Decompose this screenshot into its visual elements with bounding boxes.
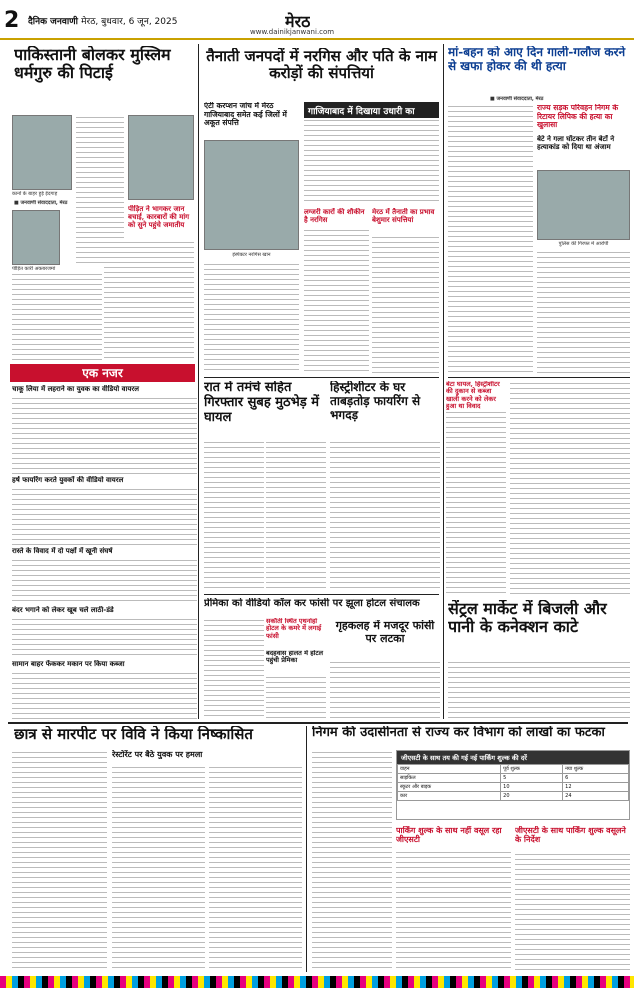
right-body-2 — [537, 250, 630, 374]
bottom-divider — [8, 722, 628, 724]
left-photo-1 — [12, 115, 72, 190]
center-subhead-4a: सकौती स्थित एथनोहो होटल के कमरे में लगाई फांसी — [266, 618, 322, 640]
column-rule-right — [443, 44, 444, 719]
center-photo — [204, 140, 299, 250]
left-photo-2 — [12, 210, 60, 265]
left-photo1-caption: कानों के बाहर हुई ईदगाह — [12, 191, 58, 197]
right-side-head: राज्य सड़क परिवहन निगम के रिटायर लिपिक की हत्या का खुलासा — [537, 104, 619, 130]
website-url: www.dainikjanwani.com — [250, 28, 335, 36]
ek-nazar-header: एक नजर — [10, 364, 195, 382]
table-cell: साइकिल — [398, 774, 501, 783]
right-body-3 — [446, 410, 506, 595]
brief-4-head: बंदर भगाने को लेकर खूब चले लाठी-डंडे — [12, 606, 114, 614]
center-body-5 — [204, 440, 264, 590]
brief-1-body — [12, 396, 197, 474]
center-subhead-4b: बदहवास हालत में होटल पहुंची प्रेमिका — [266, 650, 324, 665]
right-body-5 — [448, 660, 630, 718]
bottom-right-body-2 — [396, 850, 511, 972]
right-divider — [448, 377, 630, 378]
table-cell: पूर्व शुल्क — [501, 765, 563, 774]
brief-2-head: हर्ष फायरिंग करते युवकों की वीडियो वायरल — [12, 476, 124, 484]
center-body-4 — [372, 235, 439, 373]
center-divider-2 — [204, 594, 439, 595]
brief-5-body — [12, 671, 197, 721]
table-cell: नया शुल्क — [563, 765, 629, 774]
right-side-head-2: बेटे ने गला घोंटकर तीन बेटों ने हत्याकांड को दिया था अंजाम — [537, 135, 615, 152]
left-body-3 — [104, 240, 194, 360]
column-rule-left — [198, 44, 199, 719]
center-headline-6: सेंट्रल मार्केट में बिजली और पानी के कनेक्शन काटे — [448, 600, 607, 637]
left-byline: ■ जनवाणी संवाददाता, मेरठ — [14, 200, 68, 206]
table-row — [398, 783, 629, 792]
bottom-right-subhead-1: पार्किंग शुल्क के साथ नहीं वसूल रहा जीएसटी — [396, 826, 502, 845]
center-headline-2: रात में तमंचे सहित गिरफ्तार सुबह मुठभेड़ में घायल — [204, 381, 319, 425]
print-color-bar — [0, 976, 634, 988]
brief-2-body — [12, 487, 197, 545]
bottom-col-rule — [306, 726, 307, 972]
city-title: मेरठ — [285, 12, 311, 31]
bottom-left-subhead: रेस्टोरेंट पर बैठे युवक पर हमला — [112, 750, 203, 759]
table-cell: 6 — [563, 774, 629, 783]
center-body-6 — [266, 440, 326, 590]
right-headline: मां-बहन को आए दिन गाली-गलौज करने से खफा होकर की थी हत्या — [448, 46, 626, 73]
bottom-left-body-2 — [112, 765, 205, 972]
bottom-left-body-3 — [209, 765, 302, 972]
parking-rate-table — [396, 750, 630, 820]
table-cell: 10 — [501, 783, 563, 792]
table-cell: स्कूटर और बाइक — [398, 783, 501, 792]
bottom-left-body-1 — [12, 750, 107, 972]
bottom-right-body-3 — [515, 852, 630, 972]
parking-table-title: जीएसटी के साथ तय की गई नई पार्किंग शुल्क की दरें — [397, 751, 629, 764]
center-headline-4: प्रेमिका को वीडियो कॉल कर फांसी पर झूला होटल संचालक — [204, 598, 420, 609]
right-byline: ■ जनवाणी संवाददाता, मेरठ — [490, 96, 544, 102]
paper-name: दैनिक जनवाणी मेरठ, बुधवार, 6 जून, 2025 — [28, 17, 178, 27]
parking-table — [397, 764, 629, 801]
center-subhead-6: बेटा घायल, हिस्ट्रीशीटर की दुकान से कब्जा खाली करने को लेकर हुआ था विवाद — [446, 381, 500, 411]
right-photo — [537, 170, 630, 240]
table-cell: वाहन — [398, 765, 501, 774]
center-divider-1 — [204, 377, 439, 378]
center-body-9 — [266, 675, 326, 718]
table-row — [398, 765, 629, 774]
right-photo-caption: पुलिस की गिरफ्त में आरोपी — [558, 241, 609, 247]
page-number: 2 — [4, 8, 20, 33]
bottom-left-headline: छात्र से मारपीट पर विवि ने किया निष्कासित — [14, 726, 253, 743]
center-headline-5: गृहकलह में मजदूर फांसी पर लटका — [335, 620, 435, 645]
table-row — [398, 774, 629, 783]
brief-3-head: रास्ते के विवाद में दो पक्षों में खूनी संघर्ष — [12, 547, 113, 555]
center-body-10 — [330, 660, 440, 718]
center-story2-head: गाजियाबाद में दिखाया उधारी का — [304, 102, 439, 132]
brief-4-body — [12, 617, 197, 657]
left-body-2 — [12, 272, 102, 360]
center-body-1 — [204, 262, 299, 372]
right-body-4 — [510, 381, 630, 595]
center-headline: तैनाती जनपदों में नरगिस और पति के नाम करोड़ों की संपत्तियां — [206, 48, 437, 83]
center-story4-head: मेरठ में तैनाती का प्रभाव बेशुमार संपत्तियां — [372, 208, 435, 225]
table-cell: कार — [398, 792, 501, 801]
table-cell: 20 — [501, 792, 563, 801]
center-body-8 — [204, 618, 264, 718]
left-subhead: पीड़ित ने भागकर जान बचाई, कारबारों की मांग को सुने पहुंचे जमातीय — [128, 205, 190, 230]
bottom-right-headline: निगम की उदासीनता से राज्य कर विभाग को लाखों का फटका — [312, 726, 605, 740]
brief-1-head: चाकू लिया में लहराने का युवक का वीडियो वायरल — [12, 385, 139, 393]
left-headline: पाकिस्तानी बोलकर मुस्लिम धर्मगुरु की पिटाई — [14, 46, 171, 83]
table-cell: 24 — [563, 792, 629, 801]
bottom-right-body-1 — [312, 750, 392, 972]
center-story3-head: लग्जरी कारों की शौकीन है नरगिस — [304, 208, 365, 225]
right-body-1 — [448, 104, 533, 374]
center-body-2 — [304, 118, 439, 203]
center-headline-3: हिस्ट्रीशीटर के घर ताबड़तोड़ फायरिंग से भगदड़ — [330, 381, 421, 422]
left-photo-3 — [128, 115, 194, 200]
table-cell: 5 — [501, 774, 563, 783]
brief-5-head: सामान बाहर फेंककर मकान पर किया कब्जा — [12, 660, 125, 668]
center-body-7 — [330, 440, 440, 590]
bottom-right-subhead-2: जीएसटी के साथ पार्किंग शुल्क वसूलने के निर्देश — [515, 826, 626, 845]
center-body-3 — [304, 228, 369, 373]
brief-3-body — [12, 558, 197, 603]
left-photo2-caption: पीड़ित कारी अकबरजमां — [12, 266, 56, 272]
table-row — [398, 792, 629, 801]
center-story1-head: एंटी करप्शन जांच में मेरठ गाजियाबाद समेत कई जिलों में अकूत संपत्ति — [204, 102, 287, 128]
table-cell: 12 — [563, 783, 629, 792]
center-photo-caption: इंस्पेक्टर नरगिस खान — [232, 252, 271, 258]
